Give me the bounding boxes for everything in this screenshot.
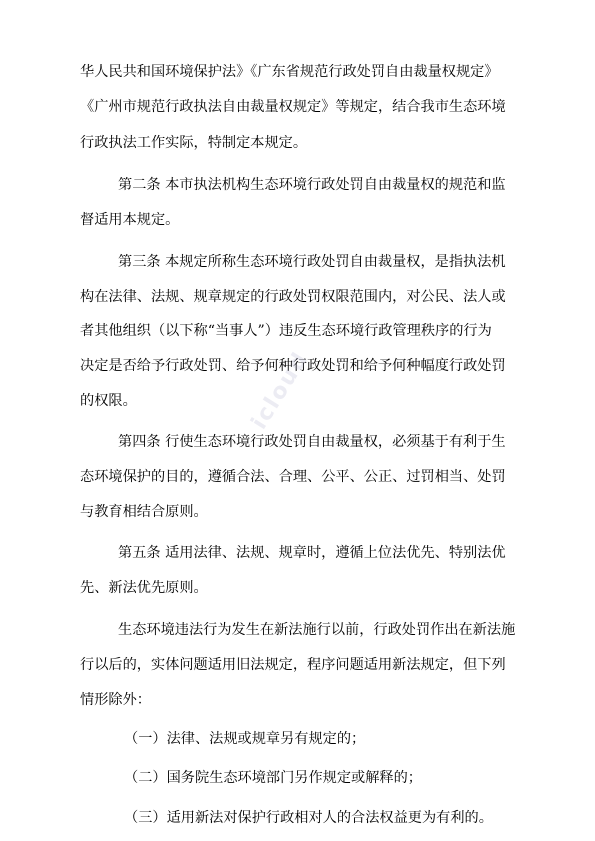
list-item-3: （三）适用新法对保护行政相对人的合法权益更为有利的。 xyxy=(124,810,493,826)
body-text-line: 《广州市规范行政执法自由裁量权规定》等规定，结合我市生态环境 xyxy=(80,99,506,115)
body-text-line: 督适用本规定。 xyxy=(80,212,180,228)
body-text-line: 的权限。 xyxy=(80,393,137,409)
body-text-line: 情形除外： xyxy=(80,692,151,708)
watermark-logo: icloud xyxy=(246,347,315,434)
body-text-line: 行以后的，实体问题适用旧法规定，程序问题适用新法规定，但下列 xyxy=(80,657,506,673)
body-text-line: 先、新法优先原则。 xyxy=(80,580,208,596)
list-item-2: （二）国务院生态环境部门另作规定或解释的； xyxy=(124,770,422,786)
article-3-heading-line: 第三条 本规定所称生态环境行政处罚自由裁量权，是指执法机 xyxy=(118,254,506,270)
body-text-line: 构在法律、法规、规章规定的行政处罚权限范围内，对公民、法人或 xyxy=(80,289,506,305)
article-4-heading-line: 第四条 行使生态环境行政处罚自由裁量权，必须基于有利于生 xyxy=(118,434,506,450)
body-text-line: 华人民共和国环境保护法》《广东省规范行政处罚自由裁量权规定》 xyxy=(80,64,499,80)
body-text-line: 态环境保护的目的，遵循合法、合理、公平、公正、过罚相当、处罚 xyxy=(80,469,506,485)
body-text-line: 决定是否给予行政处罚、给予何种行政处罚和给予何种幅度行政处罚 xyxy=(80,358,506,374)
body-text-line: 行政执法工作实际，特制定本规定。 xyxy=(80,135,308,151)
article-5-heading-line: 第五条 适用法律、法规、规章时，遵循上位法优先、特别法优 xyxy=(118,545,506,561)
paragraph-first-line: 生态环境违法行为发生在新法施行以前，行政处罚作出在新法施 xyxy=(118,622,516,638)
body-text-line: 与教育相结合原则。 xyxy=(80,504,208,520)
list-item-1: （一）法律、法规或规章另有规定的； xyxy=(124,731,366,747)
article-2-heading-line: 第二条 本市执法机构生态环境行政处罚自由裁量权的规范和监 xyxy=(118,177,506,193)
body-text-line: 者其他组织（以下称“当事人”）违反生态环境行政管理秩序的行为 xyxy=(80,323,492,339)
